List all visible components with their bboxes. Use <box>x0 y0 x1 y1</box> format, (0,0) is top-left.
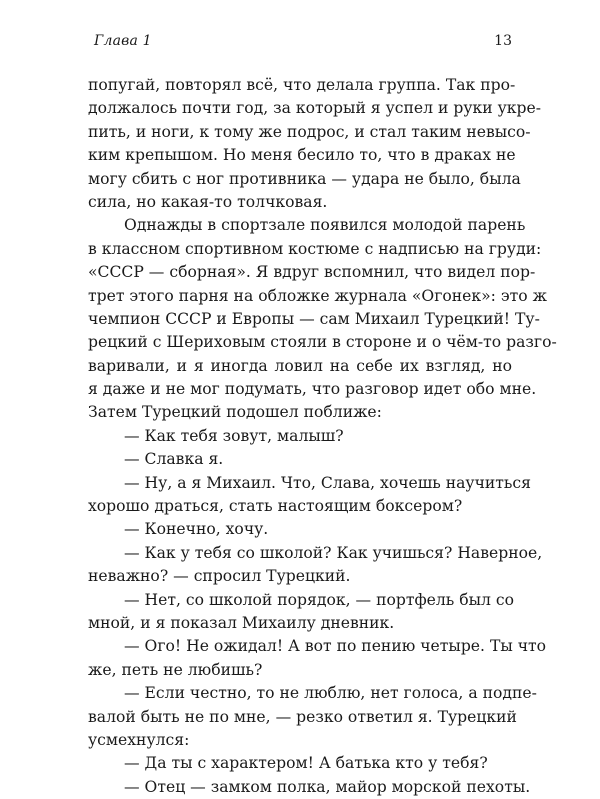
text-line: Однажды в спортзале появился молодой парень <box>124 216 526 235</box>
text-line: — Да ты с характером! А батька кто у тебя? <box>124 754 488 773</box>
text-line: попугай, повторял всё, что делала группа. Так про- <box>88 76 516 94</box>
text-line: — Как тебя зовут, малыш? <box>124 426 344 445</box>
text-line: — Нет, со школой порядок, — портфель был со <box>124 590 515 609</box>
running-head-chapter: Глава 1 <box>94 33 152 49</box>
text-line: пить, и ноги, к тому же подрос, и стал таким невысо- <box>88 122 531 141</box>
text-line: должалось почти год, за который я успел и руки укре- <box>88 99 541 118</box>
text-line: усмехнулся: <box>88 730 190 749</box>
text-line: мной, и я показал Михаилу дневник. <box>88 613 395 632</box>
body-text <box>88 74 557 799</box>
text-line: Затем Турецкий подошел поближе: <box>88 403 382 422</box>
text-line: — Как у тебя со школой? Как учишься? Наверное, <box>124 543 543 562</box>
text-line: сила, но какая-то толчковая. <box>88 192 328 211</box>
text-line: же, петь не любишь? <box>88 660 263 679</box>
text-line: хорошо драться, стать настоящим боксером? <box>88 497 463 516</box>
text-line: рецкий с Шериховым стояли в стороне и о чём-то разго- <box>88 333 557 352</box>
text-line: — Если честно, то не люблю, нет голоса, а подпе- <box>124 684 537 703</box>
text-line: я даже и не мог подумать, что разговор идет обо мне. <box>88 380 537 399</box>
text-line: — Ну, а я Михаил. Что, Слава, хочешь научиться <box>124 473 531 492</box>
text-line: неважно? — спросил Турецкий. <box>88 567 351 586</box>
text-line: трет этого парня на обложке журнала «Огонек»: это ж <box>88 286 547 305</box>
text-line: «СССР — сборная». Я вдруг вспомнил, что видел пор- <box>88 263 536 282</box>
text-line: чемпион СССР и Европы — сам Михаил Турецкий! Ту- <box>88 309 540 328</box>
text-line: — Ого! Не ожидал! А вот по пению четыре. Ты что <box>124 637 547 656</box>
text-line: варивали, и я иногда ловил на себе их взгляд, но <box>88 356 512 375</box>
text-line: валой быть не по мне, — резко ответил я. Турецкий <box>88 707 517 726</box>
text-line: в классном спортивном костюме с надписью на груди: <box>88 239 542 258</box>
page-number: 13 <box>494 33 512 49</box>
text-line: — Славка я. <box>124 450 224 469</box>
text-line: могу сбить с ног противника — удара не было, была <box>88 169 521 188</box>
text-line: — Конечно, хочу. <box>124 520 269 539</box>
text-line: — Отец — замком полка, майор морской пехоты. <box>124 777 531 796</box>
text-line: ким крепышом. Но меня бесило то, что в драках не <box>88 146 516 165</box>
